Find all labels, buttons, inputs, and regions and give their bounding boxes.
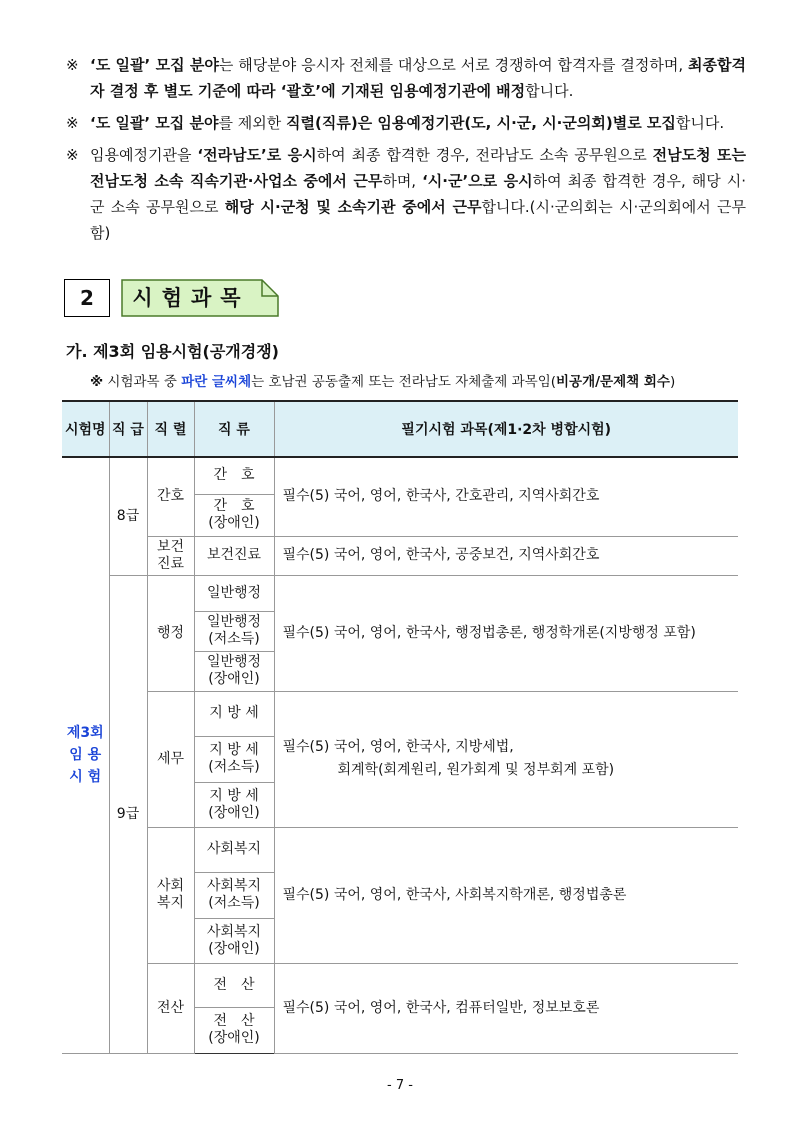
grade-cell-9: 9급 xyxy=(109,575,147,1053)
note-blue-text: 파란 글씨체 xyxy=(181,374,252,390)
class-nursing: 간 호 xyxy=(194,457,274,494)
note-bold-segment: 해당 시·군청 및 소속기관 중에서 근무 xyxy=(224,198,482,216)
series-welfare: 사회 복지 xyxy=(147,827,194,963)
note-segment: 를 제외한 xyxy=(218,114,286,132)
notes-block xyxy=(66,52,746,252)
grade-cell-8: 8급 xyxy=(109,457,147,575)
note-item xyxy=(66,142,746,246)
table-row xyxy=(62,827,738,872)
exam-subjects-table xyxy=(62,400,738,1054)
note-segment: 합니다.(시·군의회는 시·군의회에서 근무함) xyxy=(90,198,746,242)
note-bold-segment: ‘전라남도’로 응시 xyxy=(197,146,317,164)
subjects-nursing: 필수(5) 국어, 영어, 한국사, 간호관리, 지역사회간호 xyxy=(274,457,738,536)
note-text-2: 는 호남권 공동출제 또는 전라남도 자체출제 과목임( xyxy=(251,374,556,390)
subheading: 가. 제3회 임용시험(공개경쟁) xyxy=(66,342,279,361)
note-mark: ※ xyxy=(66,114,79,132)
series-tax: 세무 xyxy=(147,691,194,827)
note-mark: ※ xyxy=(90,374,104,390)
note-mark: ※ xyxy=(66,146,79,164)
note-segment: 합니다. xyxy=(525,82,574,100)
note-text xyxy=(90,110,746,136)
note-text-3: ) xyxy=(669,374,676,390)
section-title-box xyxy=(121,279,279,315)
table-row xyxy=(62,691,738,736)
table-row xyxy=(62,457,738,494)
class-it: 전 산 xyxy=(194,963,274,1007)
note-bold-segment: ‘시·군’으로 응시 xyxy=(422,172,533,190)
series-admin: 행정 xyxy=(147,575,194,691)
note-segment: 합니다. xyxy=(675,114,725,132)
header-exam-name: 시험명 xyxy=(62,401,109,457)
section-title: 시험과목 xyxy=(132,286,250,310)
class-admin-lowincome: 일반행정 (저소득) xyxy=(194,611,274,651)
page-number: - 7 - xyxy=(387,1078,413,1093)
section-number: 2 xyxy=(64,279,110,317)
subjects-admin: 필수(5) 국어, 영어, 한국사, 행정법총론, 행정학개론(지방행정 포함) xyxy=(274,575,738,691)
table-header-row xyxy=(62,401,738,457)
subjects-it: 필수(5) 국어, 영어, 한국사, 컴퓨터일반, 정보보호론 xyxy=(274,963,738,1053)
note-bold-segment: 직렬(직류)은 임용예정기관(도, 시·군, 시·군의회)별로 모집 xyxy=(286,114,676,132)
class-tax-lowincome: 지 방 세 (저소득) xyxy=(194,736,274,782)
class-health: 보건진료 xyxy=(194,536,274,575)
class-admin: 일반행정 xyxy=(194,575,274,611)
class-welfare: 사회복지 xyxy=(194,827,274,872)
note-mark: ※ xyxy=(66,56,79,74)
note-segment: 임용예정기관을 xyxy=(90,146,198,164)
series-nursing: 간호 xyxy=(147,457,194,536)
class-nursing-disabled: 간 호 (장애인) xyxy=(194,494,274,536)
note-text xyxy=(90,52,746,104)
table-row xyxy=(62,575,738,611)
class-welfare-lowincome: 사회복지 (저소득) xyxy=(194,872,274,918)
subjects-tax-line-1: 필수(5) 국어, 영어, 한국사, 지방세법, xyxy=(282,739,514,755)
note-bold-segment: ‘도 일괄’ 모집 분야 xyxy=(90,114,219,132)
note-segment: 는 해당분야 응시자 전체를 대상으로 서로 경쟁하여 합격자를 결정하며, xyxy=(218,56,689,74)
note-item xyxy=(66,52,746,104)
class-welfare-disabled: 사회복지 (장애인) xyxy=(194,918,274,963)
subjects-welfare: 필수(5) 국어, 영어, 한국사, 사회복지학개론, 행정법총론 xyxy=(274,827,738,963)
class-it-disabled: 전 산 (장애인) xyxy=(194,1007,274,1053)
header-grade: 직 급 xyxy=(109,401,147,457)
subjects-health: 필수(5) 국어, 영어, 한국사, 공중보건, 지역사회간호 xyxy=(274,536,738,575)
note-bold-text: 비공개/문제책 회수 xyxy=(556,374,670,390)
class-admin-disabled: 일반행정 (장애인) xyxy=(194,651,274,691)
class-tax: 지 방 세 xyxy=(194,691,274,736)
note-text xyxy=(90,142,746,246)
note-text-1: 시험과목 중 xyxy=(103,374,182,390)
header-class: 직 류 xyxy=(194,401,274,457)
exam-name-cell: 제3회 임 용 시 험 xyxy=(62,457,109,1053)
subjects-tax xyxy=(274,691,738,827)
class-tax-disabled: 지 방 세 (장애인) xyxy=(194,782,274,827)
series-it: 전산 xyxy=(147,963,194,1053)
note-bold-segment: 전남도청 또는 전남도청 소속 직속기관·사업소 중에서 근무 xyxy=(90,146,746,190)
note-segment: 하여 최종 합격한 경우, 해당 시·군 소속 공무원으로 xyxy=(90,172,746,216)
series-health: 보건 진료 xyxy=(147,536,194,575)
table-row xyxy=(62,963,738,1007)
subject-note xyxy=(90,370,675,390)
table-row xyxy=(62,536,738,575)
note-segment: 하여 최종 합격한 경우, 전라남도 소속 공무원으로 xyxy=(316,146,653,164)
subjects-tax-line-2: 회계학(회계원리, 원가회계 및 정부회계 포함) xyxy=(337,762,615,778)
header-series: 직 렬 xyxy=(147,401,194,457)
header-subjects: 필기시험 과목(제1·2차 병합시험) xyxy=(274,401,738,457)
note-segment: 하며, xyxy=(382,172,423,190)
note-bold-segment: ‘도 일괄’ 모집 분야 xyxy=(90,56,219,74)
note-item xyxy=(66,110,746,136)
note-bold-segment: 최종합격자 결정 후 별도 기준에 따라 ‘괄호’에 기재된 임용예정기관에 배정 xyxy=(90,56,746,100)
